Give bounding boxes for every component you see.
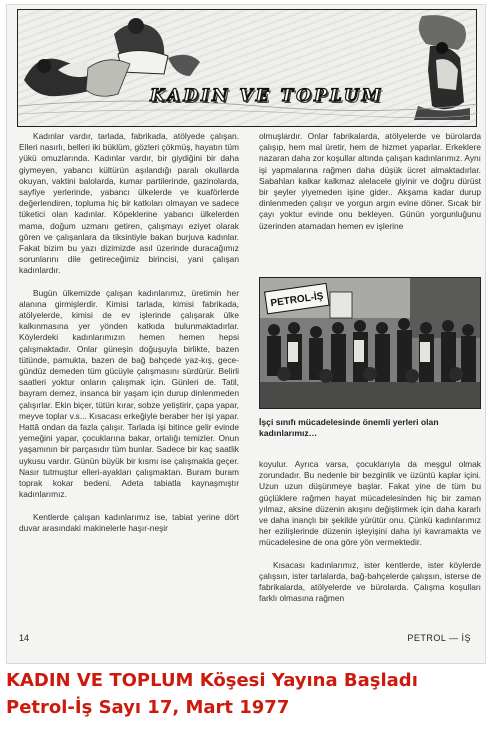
left-column: [19, 131, 239, 545]
right-column-bottom: [259, 459, 481, 615]
photo-caption: İşçi sınıfı mücadelesinde önemli yerleri olan kadınlarımız…: [259, 417, 439, 438]
paragraph: Kentlerde çalışan kadınlarımız ise, tabiat yerine dört duvar arasındaki makinelerle haşır-neşir: [19, 511, 239, 533]
issue-info: Petrol-İş Sayı 17, Mart 1977: [6, 697, 290, 718]
paragraph: koyulur. Ayrıca varsa, çocuklarıyla da meşgul olmak zorundadır. Bu nedenle bir bezginlik ve üzüntü kaplar içini. Uzun uzun düşünmeye başlar. Fakat yine de tüm bu güçlüklere rağmen hayat mücadelesinden hiç bir zaman yılmaz, aksine düzenin akışını değiştirmek için daha kararlı ve daha inançlı bir şekilde yürütür onu. Çünkü kadınlarımız her ezilişlerinde düzenin işleyişini daha iyi kavramakta ve mücadelesine de ona göre yön vermektedir.: [259, 459, 481, 548]
right-column-top: [259, 131, 481, 243]
banner-sign-text: PETROL-İŞ: [269, 290, 325, 310]
march-photo: [259, 277, 481, 409]
paragraph: olmuşlardır. Onlar fabrikalarda, atölyelerde ve bürolarda çalışıp, hem mal üretir, hem de hizmet yaparlar. Erkeklere nazaran daha zor koşullar altında çalışan kadınlarımız. Aynı işi yapmalarına rağmen daha düşük ücret almaktadırlar. Sabahları kalkar kalkmaz alelacele giyinir ve doğru dürüst bir şeyler yiyemeden işine gider.. Akşama kadar durup dinlenmeden çalışır ve yorgun argın evine döner. Sıcak bir çayı yoktur evinde onu bekleyen. Günün yorgunluğunu üzerinden atamadan hemen ev işlerine: [259, 131, 481, 231]
magazine-page: [6, 4, 486, 664]
running-head: PETROL — İŞ: [407, 633, 471, 643]
column-title: KADIN VE TOPLUM: [150, 86, 384, 106]
page-number: 14: [19, 633, 30, 643]
announcement-headline: KADIN VE TOPLUM Köşesi Yayına Başladı: [6, 670, 418, 691]
paragraph: Kısacası kadınlarımız, ister kentlerde, ister köylerde çalışsın, ister tarlalarda, bağ-bahçelerde çalışsın, isterse de fabrikalarda, atölyelerde ve bürolarda. Çalışma koşulları farklı olmasına rağmen: [259, 559, 481, 604]
paragraph: Kadınlar vardır, tarlada, fabrikada, atölyede çalışan. Elleri nasırlı, belleri iki büklüm, gözleri çökmüş, hayatın tüm yükü omuzlarında. Kadınlar vardır, bir giydiğini bir daha giymeyen, yabancı kültürün aşılandığı paralı okullarda okuyan, vaktini balolarda, kumar partilerinde, gazinolarda, sayfiye yerlerinde, yabancı ülkelerde ve kuaförlerde değerlendiren, topluma hiç bir katkıları olmayan ve sadece tüketici olan kadınlar. Köpeklerine yabancı ülkelerden mama, doğum uzmanı getiren, çalışmayı eziyet olarak gören ve çalışanlara da tiksintiyle bakan burjuva kadınlar. Fakat bizim bu yazı dizimizde asıl üzerinde duracağımız sorunlarını dile getireceğimiz birincisi, yani çalışan kadınlardır.: [19, 131, 239, 276]
protest-crowd-image: [260, 278, 481, 409]
women-working-illustration: [18, 10, 478, 128]
paragraph: Bugün ülkemizde çalışan kadınlarımız, üretimin her alanına girmişlerdir. Kimisi tarlada, kimisi fabrikada, atölyelerde, kimisi de ev işlerinde çalışarak ülke kalkınmasına yer yönden katkıda bulunmaktadırlar. Köylerdeki kadınlarımızın hemen hemen hepsi çalışmaktadır. Onlar güneşin doğuşuyla birlikte, bazen tütünde, pamukta, bazen de bağ bahçede yaz-kış, gece-gündüz demeden tüm gücüyle çalışmasını sürdürür. Belirli saatleri yoktur onların çalışmak için. Günleri de. Tatil, bayram demez, insanca bir yaşam için durup dinlenmeden çalışırlar. Ekin biçer, tütün kırar, sobze yetiştirir, çapa yapar, meyve toplar v.s... Kısacası erkeğiyle beraber her işi yapar. Hattâ ondan da fazla çalışır. Tarlada işi bitince gelir evinde yemeğini yapar, çocuklarına bakar, ortalığı temizler. Onun yaşamının bir parçasıdır tüm bunlar. Sadece bir kaç saatlik uykusu vardır. Günün büyük bir kısmı ise çalışmakla geçer. Nasır tutmuştur elleri-ayakları çalışmaktan. Buram buram toprak kokar bedeni. Adeta tabiatla kaynaşmıştır kadınlarımız.: [19, 287, 239, 500]
masthead-illustration: [17, 9, 477, 127]
